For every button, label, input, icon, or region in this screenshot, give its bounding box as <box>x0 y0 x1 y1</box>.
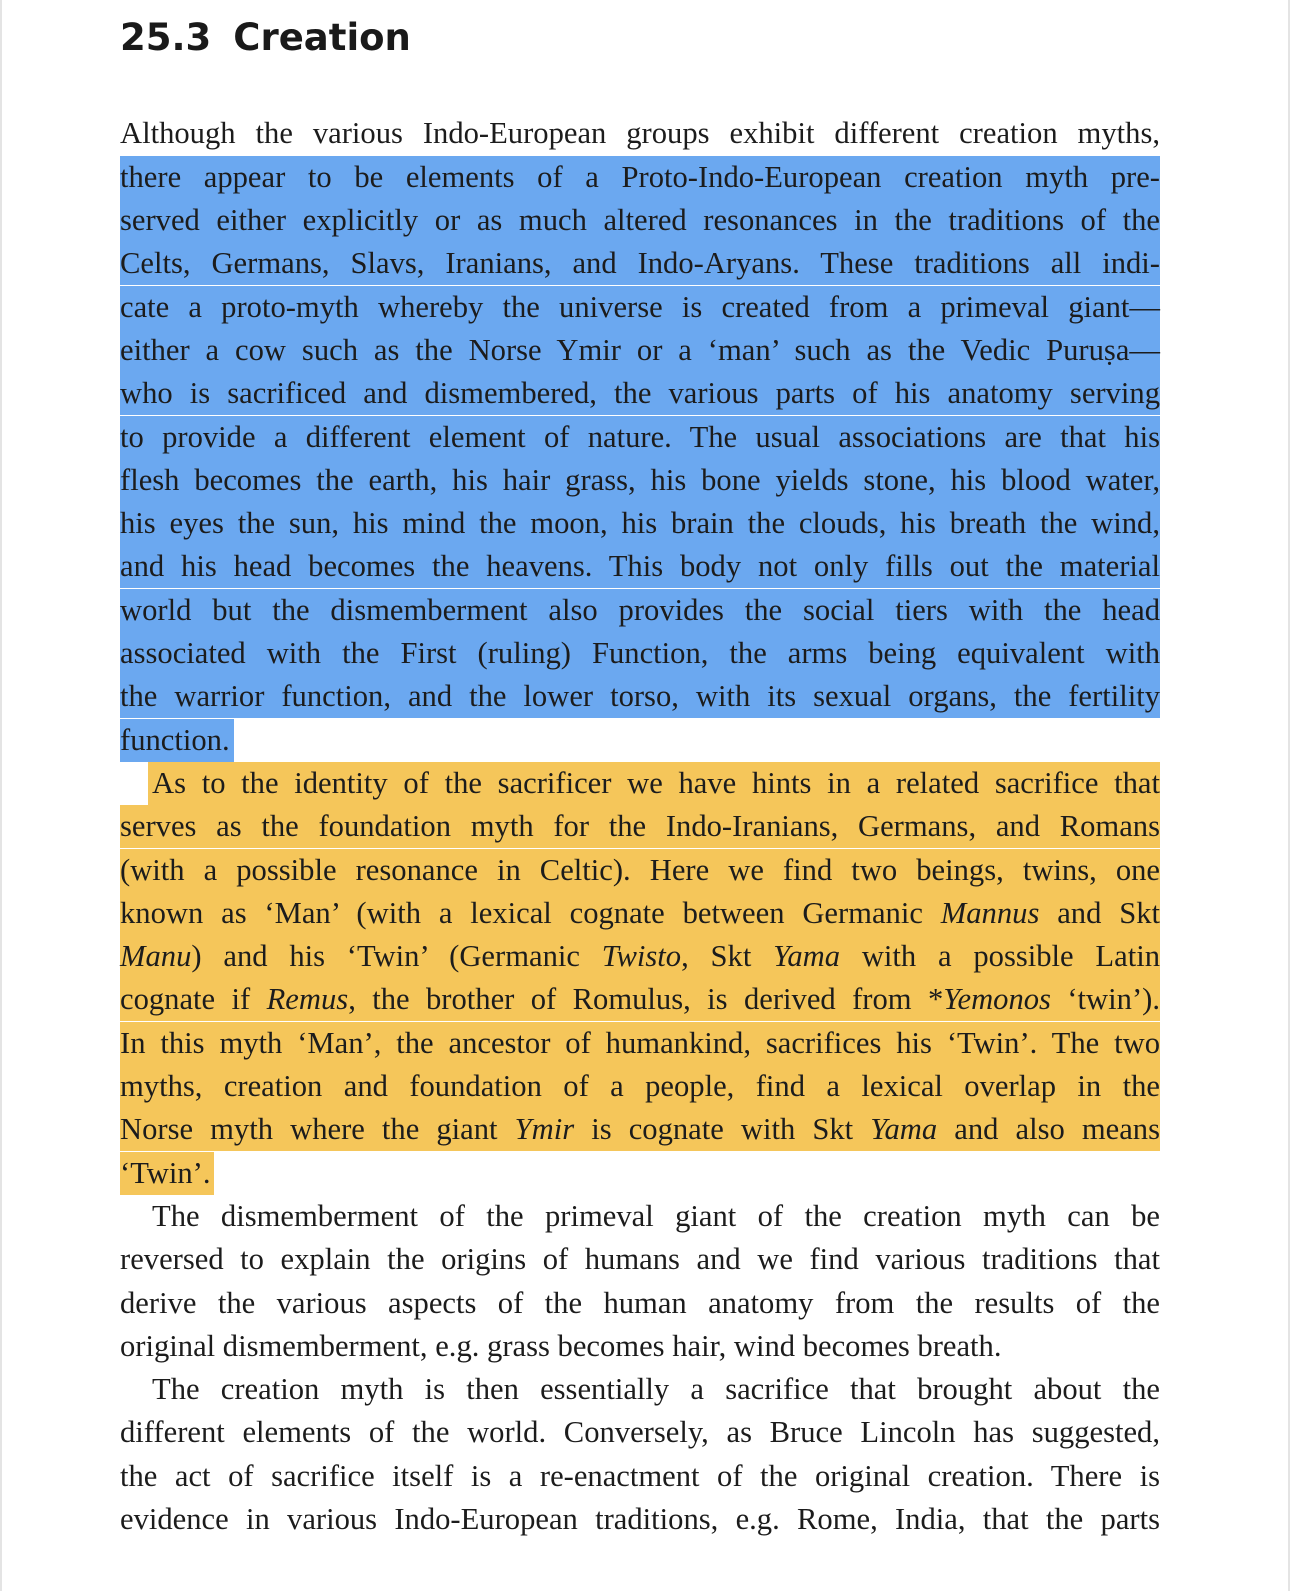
highlighted-line-yellow: serves as the foundation myth for the Indo-Iranians, Germans, and Romans <box>120 805 1160 848</box>
highlighted-line-yellow: known as ‘Man’ (with a lexical cognate between Germanic Mannus and Skt <box>120 892 1160 935</box>
text-line: original dismemberment, e.g. grass becomes hair, wind becomes breath. <box>120 1329 1002 1363</box>
highlighted-line-blue: there appear to be elements of a Proto-Indo-European creation myth pre- <box>120 156 1160 199</box>
text-line: the act of sacrifice itself is a re-enactment of the original creation. There is <box>120 1459 1160 1493</box>
text-line: The dismemberment of the primeval giant of the creation myth can be <box>152 1199 1160 1233</box>
highlighted-line-yellow: Manu) and his ‘Twin’ (Germanic Twisto, Skt Yama with a possible Latin <box>120 935 1160 978</box>
highlighted-line-yellow: As to the identity of the sacrificer we have hints in a related sacrifice that <box>120 762 1160 805</box>
highlighted-line-blue: his eyes the sun, his mind the moon, his brain the clouds, his breath the wind, <box>120 502 1160 545</box>
highlighted-line-yellow: ‘Twin’. <box>120 1152 214 1195</box>
highlighted-line-blue: to provide a different element of nature. The usual associations are that his <box>120 416 1160 459</box>
text-line: Although the various Indo-European groups exhibit different creation myths, <box>120 116 1160 150</box>
text-line: reversed to explain the origins of humans and we find various traditions that <box>120 1242 1160 1276</box>
highlighted-line-yellow: In this myth ‘Man’, the ancestor of humankind, sacrifices his ‘Twin’. The two <box>120 1022 1160 1065</box>
highlighted-line-blue: Celts, Germans, Slavs, Iranians, and Indo-Aryans. These traditions all indi- <box>120 242 1160 285</box>
highlighted-line-yellow: (with a possible resonance in Celtic). Here we find two beings, twins, one <box>120 849 1160 892</box>
section-number: 25.3 <box>120 16 212 59</box>
highlighted-line-blue: and his head becomes the heavens. This body not only fills out the material <box>120 545 1160 588</box>
highlighted-line-blue: either a cow such as the Norse Ymir or a ‘man’ such as the Vedic Puruṣa— <box>120 329 1160 372</box>
highlighted-line-yellow: Norse myth where the giant Ymir is cognate with Skt Yama and also means <box>120 1108 1160 1151</box>
section-heading <box>120 12 411 64</box>
text-line: The creation myth is then essentially a sacrifice that brought about the <box>152 1372 1160 1406</box>
highlighted-line-yellow: cognate if Remus, the brother of Romulus, is derived from *Yemonos ‘twin’). <box>120 978 1160 1021</box>
highlighted-line-blue: associated with the First (ruling) Function, the arms being equivalent with <box>120 632 1160 675</box>
highlighted-line-yellow: myths, creation and foundation of a people, find a lexical overlap in the <box>120 1065 1160 1108</box>
highlighted-line-blue: function. <box>120 719 234 762</box>
highlighted-line-blue: cate a proto-myth whereby the universe is created from a primeval giant— <box>120 286 1160 329</box>
highlighted-line-blue: the warrior function, and the lower torso, with its sexual organs, the fertility <box>120 675 1160 718</box>
text-line: evidence in various Indo-European traditions, e.g. Rome, India, that the parts <box>120 1502 1160 1536</box>
highlighted-line-blue: world but the dismemberment also provides the social tiers with the head <box>120 589 1160 632</box>
highlighted-line-blue: served either explicitly or as much altered resonances in the traditions of the <box>120 199 1160 242</box>
section-title: Creation <box>233 16 411 59</box>
text-line: derive the various aspects of the human anatomy from the results of the <box>120 1286 1160 1320</box>
highlighted-line-blue: flesh becomes the earth, his hair grass, his bone yields stone, his blood water, <box>120 459 1160 502</box>
text-line: different elements of the world. Conversely, as Bruce Lincoln has suggested, <box>120 1415 1160 1449</box>
highlighted-line-blue: who is sacrificed and dismembered, the various parts of his anatomy serving <box>120 372 1160 415</box>
